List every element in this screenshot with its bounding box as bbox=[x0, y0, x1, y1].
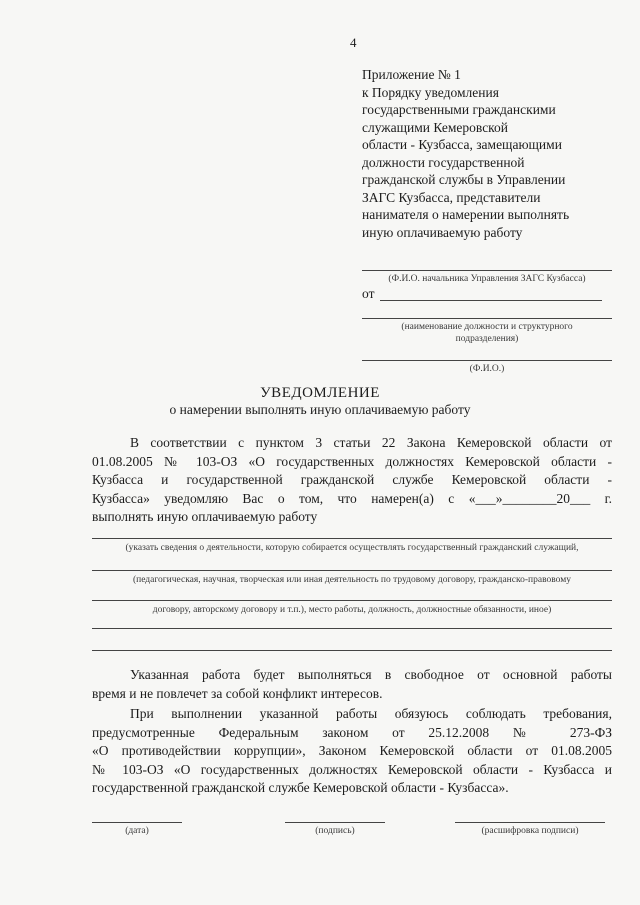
date-line bbox=[92, 822, 182, 823]
appendix-line: иную оплачиваемую работу bbox=[362, 224, 523, 240]
paragraph-line: Указанная работа будет выполняться в свободное от основной работы bbox=[130, 667, 612, 682]
appendix-block bbox=[362, 66, 612, 241]
appendix-line: нанимателя о намерении выполнять bbox=[362, 207, 570, 222]
position-caption-2: подразделения) bbox=[455, 334, 519, 344]
paragraph-line: № 103-ОЗ «О государственных должностях Кемеровской области - Кузбасса и bbox=[92, 761, 612, 777]
paragraph-line: выполнять иную оплачиваемую работу bbox=[92, 509, 318, 524]
paragraph-line: При выполнении указанной работы обязуюсь соблюдать требования, bbox=[130, 706, 612, 721]
page-number: 4 bbox=[350, 35, 357, 50]
paragraph-line: предусмотренные Федеральным законом от 25.12.2008 № 273-ФЗ bbox=[92, 724, 612, 740]
paragraph-line: время и не повлечет за собой конфликт интересов. bbox=[92, 685, 383, 701]
paragraph-line: государственной гражданской службе Кемеровской области - Кузбасса». bbox=[92, 780, 509, 795]
appendix-line: государственными гражданскими bbox=[362, 102, 556, 117]
fio-caption: (Ф.И.О.) bbox=[469, 364, 505, 374]
obligation-paragraph bbox=[92, 705, 612, 798]
paragraph-line: «О противодействии коррупции», Законом Кемеровской области от 01.08.2005 bbox=[92, 743, 612, 758]
appendix-line: гражданской службы в Управлении bbox=[362, 172, 566, 187]
appendix-line: к Порядку уведомления bbox=[362, 84, 499, 100]
activity-line bbox=[92, 600, 612, 601]
notice-paragraph bbox=[92, 666, 612, 703]
decoding-caption: (расшифровка подписи) bbox=[481, 826, 579, 836]
paragraph-line: Кузбасса и государственной гражданской службе Кемеровской области - bbox=[92, 472, 612, 487]
from-line bbox=[380, 300, 602, 301]
head-name-caption: (Ф.И.О. начальника Управления ЗАГС Кузбасса) bbox=[388, 274, 586, 284]
appendix-line: ЗАГС Кузбасса, представители bbox=[362, 189, 541, 205]
decoding-line bbox=[455, 822, 605, 823]
paragraph-line: Кузбасса» уведомляю Вас о том, что намерен(а) с «___»________20___ г. bbox=[92, 490, 612, 506]
body-paragraph bbox=[92, 434, 612, 527]
fio-line bbox=[362, 360, 612, 361]
document-title: УВЕДОМЛЕНИЕ bbox=[260, 385, 380, 401]
paragraph-line: В соответствии с пунктом 3 статьи 22 Закона Кемеровской области от bbox=[130, 435, 612, 450]
activity-line bbox=[92, 570, 612, 571]
appendix-line: Приложение № 1 bbox=[362, 67, 461, 82]
paragraph-line: 01.08.2005 № 103-ОЗ «О государственных должностях Кемеровской области - bbox=[92, 453, 612, 469]
position-caption: (наименование должности и структурного bbox=[401, 322, 573, 332]
appendix-line: должности государственной bbox=[362, 154, 525, 170]
from-label: от bbox=[362, 286, 375, 301]
signature-line bbox=[285, 822, 385, 823]
activity-line bbox=[92, 538, 612, 539]
activity-caption: (педагогическая, научная, творческая или иная деятельность по трудовому договору, гражданско-правовому bbox=[132, 575, 572, 585]
position-line bbox=[362, 318, 612, 319]
activity-line bbox=[92, 650, 612, 651]
activity-caption: (указать сведения о деятельности, которую собирается осуществлять государственный гражданский служащий, bbox=[125, 543, 579, 553]
activity-caption: договору, авторскому договору и т.п.), место работы, должность, должностные обязанности, иное) bbox=[152, 605, 552, 615]
appendix-line: области - Кузбасса, замещающими bbox=[362, 137, 562, 152]
appendix-line: служащими Кемеровской bbox=[362, 119, 509, 135]
signature-caption: (подпись) bbox=[315, 826, 355, 836]
date-caption: (дата) bbox=[125, 826, 149, 836]
head-name-line bbox=[362, 270, 612, 271]
document-subtitle: о намерении выполнять иную оплачиваемую работу bbox=[169, 402, 471, 417]
activity-line bbox=[92, 628, 612, 629]
